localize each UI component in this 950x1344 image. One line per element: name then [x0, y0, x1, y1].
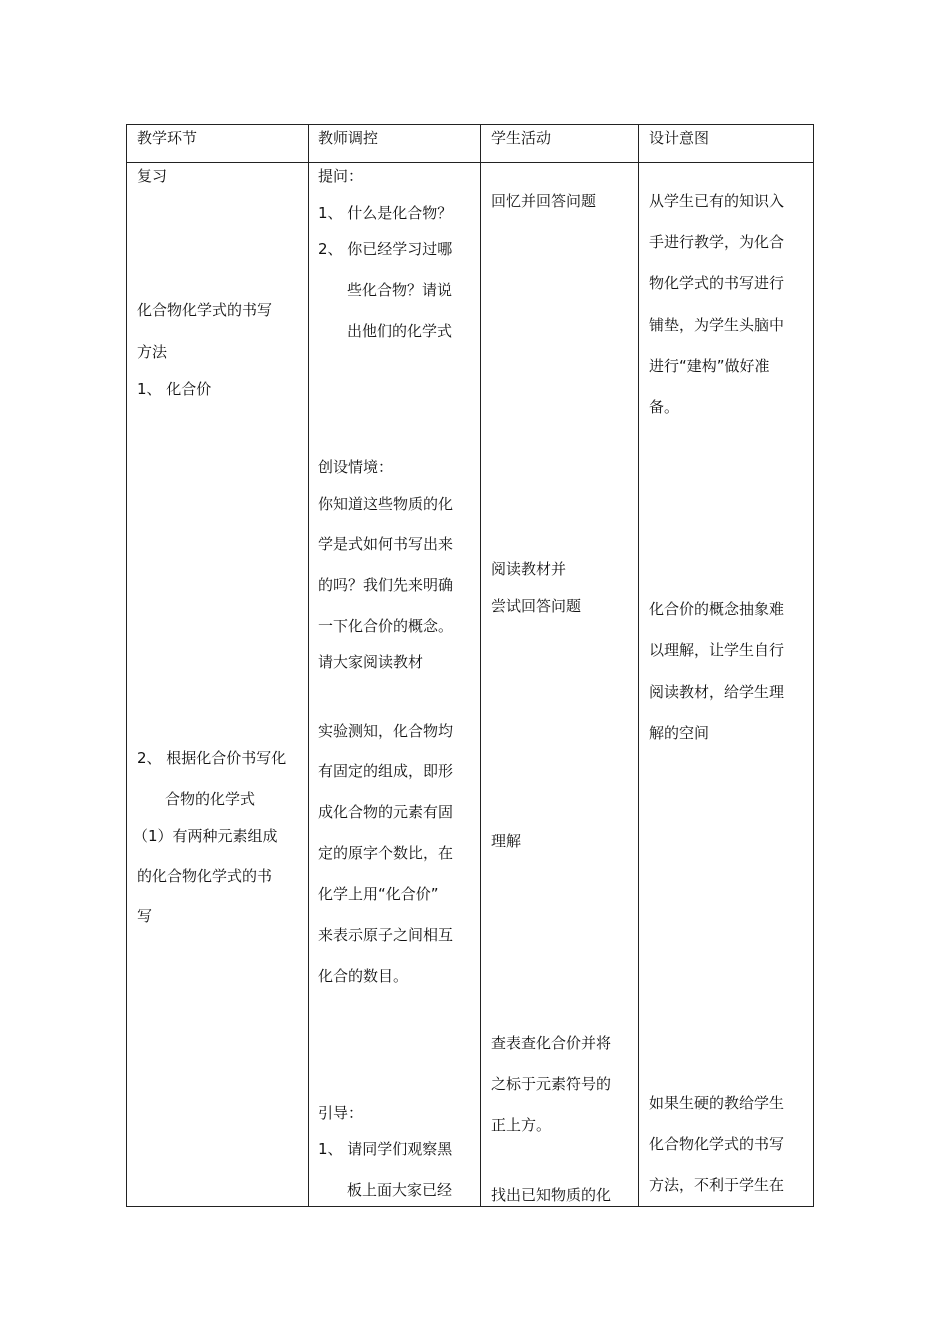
intent-1-line6: 备。 — [649, 398, 680, 416]
teacher-scene-line4: 一下化合价的概念。 — [318, 617, 454, 635]
teacher-ask-label: 提问： — [318, 167, 364, 185]
intent-1-line4: 铺垫，为学生头脑中 — [649, 316, 785, 334]
student-read-line1: 阅读教材并 — [491, 560, 567, 578]
stage-item2-sub-line2: 的化合物化学式的书 — [137, 867, 273, 885]
teacher-exp-line7: 化合的数目。 — [318, 967, 409, 985]
stage-item2-line2: 合物的化学式 — [165, 790, 256, 808]
column-divider-1 — [308, 125, 309, 1206]
teacher-scene-label: 创设情境： — [318, 458, 394, 476]
student-understand: 理解 — [491, 832, 522, 850]
teacher-question-2-line1: 2、 你已经学习过哪 — [318, 240, 453, 258]
student-find: 找出已知物质的化 — [491, 1186, 612, 1204]
teacher-exp-line4: 定的原字个数比，在 — [318, 844, 454, 862]
student-lookup-line2: 之标于元素符号的 — [491, 1075, 612, 1093]
intent-1-line2: 手进行教学，为化合 — [649, 233, 785, 251]
stage-review: 复习 — [137, 167, 168, 185]
intent-2-line3: 阅读教材，给学生理 — [649, 683, 785, 701]
teacher-scene-line5: 请大家阅读教材 — [318, 653, 424, 671]
intent-1-line1: 从学生已有的知识入 — [649, 192, 785, 210]
teacher-exp-line1: 实验测知，化合物均 — [318, 722, 454, 740]
teacher-question-2-line2: 些化合物？请说 — [347, 281, 453, 299]
stage-item2-sub-line1: （1）有两种元素组成 — [133, 827, 278, 845]
student-read-line2: 尝试回答问题 — [491, 597, 582, 615]
teacher-guide-1-line2: 板上面大家已经 — [347, 1181, 453, 1199]
teacher-guide-1-line1: 1、 请同学们观察黑 — [318, 1140, 453, 1158]
intent-1-line5: 进行“建构”做好准 — [649, 357, 770, 375]
intent-3-line1: 如果生硬的教给学生 — [649, 1094, 785, 1112]
header-divider — [127, 162, 813, 163]
column-divider-3 — [638, 125, 639, 1206]
teacher-guide-label: 引导： — [318, 1104, 364, 1122]
student-recall: 回忆并回答问题 — [491, 192, 597, 210]
intent-2-line4: 解的空间 — [649, 724, 710, 742]
teacher-scene-line2: 学是式如何书写出来 — [318, 535, 454, 553]
header-teaching-stage: 教学环节 — [137, 129, 198, 147]
stage-item-valence: 1、 化合价 — [137, 380, 212, 398]
student-lookup-line1: 查表查化合价并将 — [491, 1034, 612, 1052]
teacher-exp-line2: 有固定的组成，即形 — [318, 762, 454, 780]
stage-item2-sub-line3: 写 — [137, 907, 153, 925]
stage-method-line2: 方法 — [137, 343, 168, 361]
intent-3-line2: 化合物化学式的书写 — [649, 1135, 785, 1153]
header-teacher-control: 教师调控 — [318, 129, 379, 147]
intent-2-line1: 化合价的概念抽象难 — [649, 600, 785, 618]
teacher-question-2-line3: 出他们的化学式 — [347, 322, 453, 340]
column-divider-2 — [480, 125, 481, 1206]
intent-1-line3: 物化学式的书写进行 — [649, 274, 785, 292]
student-lookup-line3: 正上方。 — [491, 1116, 552, 1134]
header-student-activity: 学生活动 — [491, 129, 552, 147]
teacher-exp-line5: 化学上用“化合价” — [318, 885, 439, 903]
stage-item2-line1: 2、 根据化合价书写化 — [137, 749, 287, 767]
intent-3-line3: 方法，不利于学生在 — [649, 1176, 785, 1194]
intent-2-line2: 以理解，让学生自行 — [649, 641, 785, 659]
teacher-question-1: 1、 什么是化合物？ — [318, 204, 453, 222]
stage-method-line1: 化合物化学式的书写 — [137, 301, 273, 319]
header-design-intent: 设计意图 — [649, 129, 710, 147]
teacher-exp-line6: 来表示原子之间相互 — [318, 926, 454, 944]
teacher-scene-line3: 的吗？我们先来明确 — [318, 576, 454, 594]
teacher-scene-line1: 你知道这些物质的化 — [318, 495, 454, 513]
teacher-exp-line3: 成化合物的元素有固 — [318, 803, 454, 821]
